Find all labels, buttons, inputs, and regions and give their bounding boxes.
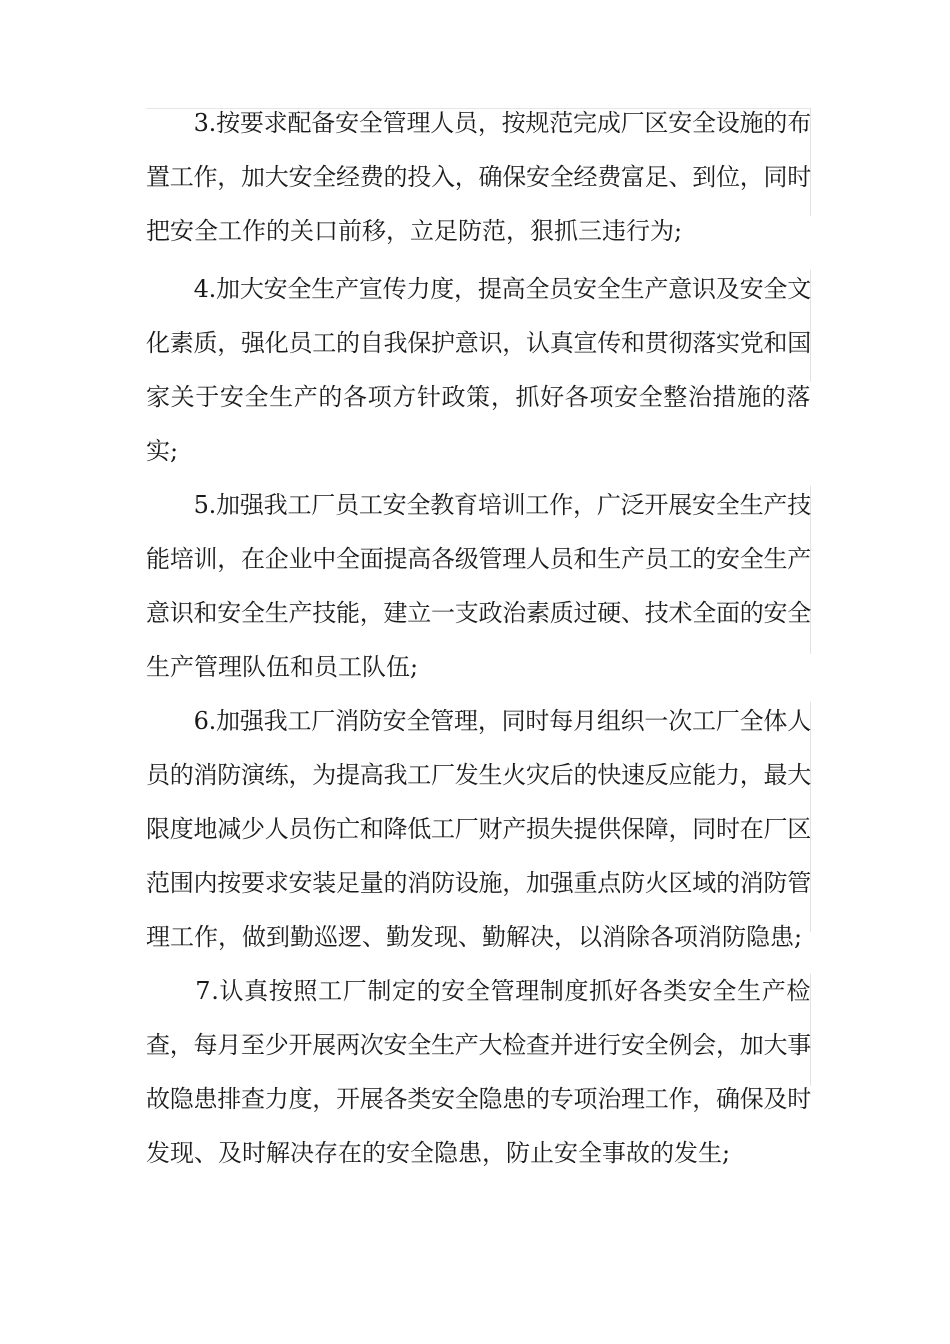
paragraph-line bbox=[146, 856, 811, 910]
paragraph-line bbox=[146, 262, 811, 316]
paragraph-line bbox=[146, 1072, 811, 1126]
line-text: 意识和安全生产技能，建立一支政治素质过硬、技术全面的安全 bbox=[146, 599, 811, 627]
paragraph-line bbox=[146, 150, 811, 204]
line-text: 5.加强我工厂员工安全教育培训工作，广泛开展安全生产技 bbox=[146, 491, 811, 519]
line-text: 发现、及时解决存在的安全隐患，防止安全事故的发生; bbox=[146, 1139, 731, 1167]
paragraph-item-4 bbox=[146, 262, 811, 478]
line-text: 范围内按要求安装足量的消防设施，加强重点防火区域的消防管 bbox=[146, 869, 811, 897]
paragraph-line bbox=[146, 964, 811, 1018]
line-text: 理工作，做到勤巡逻、勤发现、勤解决，以消除各项消防隐患; bbox=[146, 923, 803, 951]
paragraph-line bbox=[146, 1126, 811, 1180]
paragraph-line bbox=[146, 1018, 811, 1072]
line-text: 7.认真按照工厂制定的安全管理制度抓好各类安全生产检 bbox=[146, 977, 811, 1005]
paragraph-item-6 bbox=[146, 694, 811, 964]
line-text: 4.加大安全生产宣传力度，提高全员安全生产意识及安全文 bbox=[146, 275, 811, 303]
paragraph-line bbox=[146, 316, 811, 370]
paragraph-line bbox=[146, 910, 811, 964]
line-text: 把安全工作的关口前移，立足防范，狠抓三违行为; bbox=[146, 217, 683, 245]
line-text: 化素质，强化员工的自我保护意识，认真宣传和贯彻落实党和国 bbox=[146, 329, 811, 357]
line-text: 生产管理队伍和员工队伍; bbox=[146, 653, 419, 681]
line-text: 查，每月至少开展两次安全生产大检查并进行安全例会，加大事 bbox=[146, 1031, 811, 1059]
line-text: 家关于安全生产的各项方针政策，抓好各项安全整治措施的落 bbox=[146, 383, 811, 411]
paragraph-item-5 bbox=[146, 478, 811, 694]
line-text: 限度地减少人员伤亡和降低工厂财产损失提供保障，同时在厂区 bbox=[146, 815, 811, 843]
line-text: 故隐患排查力度，开展各类安全隐患的专项治理工作，确保及时 bbox=[146, 1085, 811, 1113]
line-text: 6.加强我工厂消防安全管理，同时每月组织一次工厂全体人 bbox=[146, 707, 811, 735]
paragraph-line bbox=[146, 370, 811, 424]
paragraph-line bbox=[146, 802, 811, 856]
paragraph-line bbox=[146, 96, 811, 150]
paragraph-item-7 bbox=[146, 964, 811, 1180]
paragraph-line bbox=[146, 424, 811, 478]
paragraph-line bbox=[146, 586, 811, 640]
paragraph-line bbox=[146, 532, 811, 586]
line-text: 能培训，在企业中全面提高各级管理人员和生产员工的安全生产 bbox=[146, 545, 811, 573]
line-text: 员的消防演练，为提高我工厂发生火灾后的快速反应能力，最大 bbox=[146, 761, 811, 789]
paragraph-item-3 bbox=[146, 96, 811, 258]
line-text: 3.按要求配备安全管理人员，按规范完成厂区安全设施的布 bbox=[146, 109, 811, 137]
paragraph-line bbox=[146, 748, 811, 802]
paragraph-line bbox=[146, 640, 811, 694]
paragraph-line bbox=[146, 478, 811, 532]
paragraph-line bbox=[146, 694, 811, 748]
line-text: 实; bbox=[146, 437, 179, 465]
line-text: 置工作，加大安全经费的投入，确保安全经费富足、到位，同时 bbox=[146, 163, 811, 191]
paragraph-line bbox=[146, 204, 811, 258]
